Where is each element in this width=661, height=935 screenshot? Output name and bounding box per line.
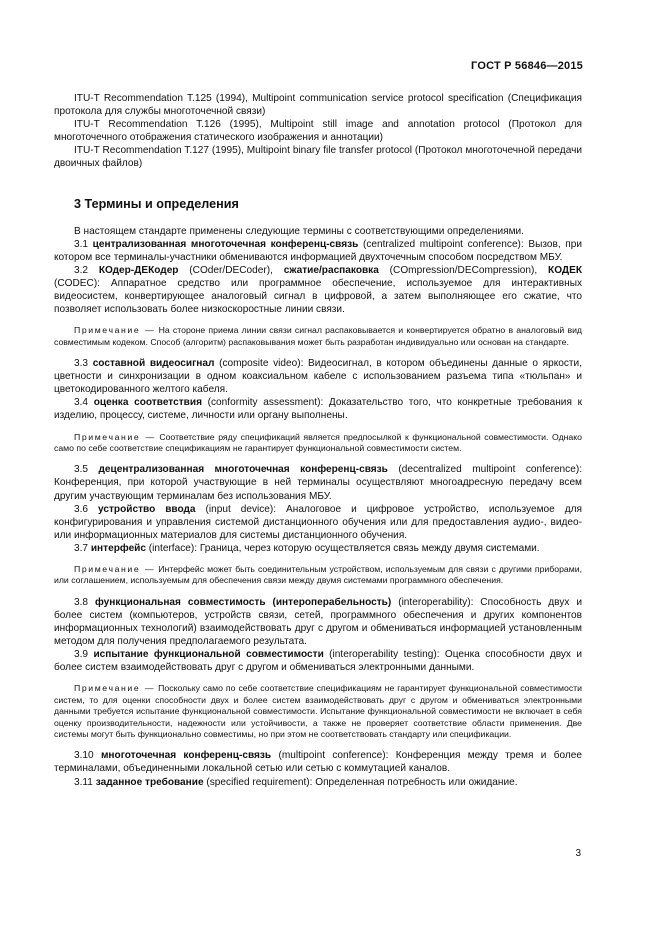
term-definition: (interoperability testing): Оценка способности двух и более систем взаимодействовать друг с другом и обмениваться электронными данными. bbox=[54, 649, 582, 674]
term-number: 3.3 bbox=[74, 358, 93, 370]
term-number: 3.8 bbox=[74, 596, 95, 608]
note-text: Соответствие ряду спецификаций является предпосылкой к функциональной совместимости. Однако само по себе соответствие спецификациям не гарантирует функциональной совместимости систем. bbox=[54, 431, 582, 453]
note-text: Поскольку само по себе соответствие спецификациям не гарантирует функциональной совместимости систем, то для оценки способности двух и более систем взаимодействовать друг с другом и обмениваться электронными данными требуется испытание функциональной совместимости. Испытание функциональной совместимости не включает в себя оценку производительности, надежности или устойчивости, а также не проверяет соответствие области применения. Две системы могут быть функционально совместимы, но при этом не соответствовать стандарту или спецификации. bbox=[54, 683, 582, 739]
term-3-10 bbox=[54, 749, 582, 775]
note-3-9 bbox=[54, 683, 582, 740]
term-3-5 bbox=[54, 463, 582, 502]
note-label: Примечание — bbox=[74, 563, 156, 574]
note-label: Примечание — bbox=[74, 325, 156, 336]
term-definition: (specified requirement): Определенная потребность или ожидание. bbox=[203, 776, 518, 788]
term-definition: (COmpression/DECompression), bbox=[378, 264, 549, 276]
reference-item: ITU-T Recommendation T.127 (1995), Multipoint binary file transfer protocol (Протокол многоточечной передачи двоичных файлов) bbox=[54, 145, 582, 170]
spacer bbox=[54, 740, 582, 749]
term-number: 3.10 bbox=[74, 750, 101, 762]
term-3-4 bbox=[54, 396, 582, 422]
section-title: 3 Термины и определения bbox=[74, 196, 239, 211]
term-definition: (multipoint conference): Конференция между тремя и более терминалами, объединенными локальной сетью или сетью с коммутацией каналов. bbox=[54, 750, 582, 775]
term-3-8 bbox=[54, 596, 582, 648]
term-name: многоточечная конференц-связь bbox=[100, 750, 272, 762]
term-number: 3.2 bbox=[74, 264, 99, 276]
term-definition: (COder/DECoder), bbox=[178, 264, 284, 276]
reference-item: ITU-T Recommendation T.125 (1994), Multipoint communication service protocol specification (Спецификация протокола для службы многоточечной связи) bbox=[54, 93, 582, 118]
section-intro: В настоящем стандарте применены следующие термины с соответствующими определениями. bbox=[74, 225, 524, 237]
term-number: 3.6 bbox=[74, 503, 98, 515]
term-name: сжатие/распаковка bbox=[283, 264, 379, 276]
term-name: КОдер-ДЕКодер bbox=[98, 264, 179, 276]
spacer bbox=[54, 423, 582, 432]
term-name: интерфейс bbox=[90, 542, 146, 554]
spacer bbox=[54, 454, 582, 463]
term-3-7 bbox=[54, 542, 582, 555]
term-definition: (composite video): Видеосигнал, в котором объединены данные о яркости, цветности и синхронизации в одном коаксиальном кабеле с использованием разъема типа «тюльпан» и цветокодированного желтого кабеля. bbox=[54, 358, 583, 396]
term-name: испытание функциональной совместимости bbox=[93, 649, 324, 661]
term-3-1 bbox=[54, 238, 582, 264]
term-name: КОДЕК bbox=[548, 264, 582, 276]
document-code: ГОСТ Р 56846—2015 bbox=[471, 60, 583, 72]
note-label: Примечание — bbox=[74, 431, 156, 442]
reference-item: ITU-T Recommendation T.126 (1995), Multipoint still image and annotation protocol (Протокол для многоточечного отображения статического изображения и аннотации) bbox=[54, 119, 582, 144]
references-list bbox=[54, 92, 582, 171]
term-definition: (centralized multipoint conference): Вызов, при котором все терминалы-участники обмениваются информацией двухточечным способом посредством МБУ. bbox=[54, 238, 582, 263]
term-name: заданное требование bbox=[95, 776, 204, 788]
term-3-6 bbox=[54, 503, 582, 542]
term-definition: (input device): Аналоговое и цифровое устройство, используемое для конфигурирования и управления системой дистанционного обучения или для предоставления аудио-, видео- или информационных материалов для системы дистанционного обучения. bbox=[54, 503, 582, 541]
term-number: 3.11 bbox=[74, 776, 96, 788]
term-definition: (interface): Граница, через которую осуществляется связь между двумя системами. bbox=[146, 542, 540, 554]
term-number: 3.4 bbox=[74, 397, 94, 409]
term-name: централизованная многоточечная конференц-связь bbox=[92, 238, 359, 250]
spacer bbox=[54, 348, 582, 357]
term-name: оценка соответствия bbox=[93, 397, 202, 409]
term-name: функциональная совместимость (интероперабельность) bbox=[94, 596, 392, 608]
page-content bbox=[54, 92, 582, 789]
note-text: Интерфейс может быть соединительным устройством, используемым для связи с другими приборами, или соглашением, используемым для обеспечения связи между двумя системами программного обеспечения. bbox=[54, 563, 582, 586]
note-3-2 bbox=[54, 325, 582, 348]
note-3-4 bbox=[54, 432, 582, 455]
spacer bbox=[54, 587, 582, 596]
term-name: составной видеосигнал bbox=[92, 358, 215, 370]
spacer bbox=[54, 555, 582, 564]
term-number: 3.5 bbox=[74, 464, 99, 476]
term-3-2 bbox=[54, 264, 582, 316]
term-number: 3.7 bbox=[74, 542, 91, 554]
term-definition: (interoperability): Способность двух и более систем (компьютеров, устройств связи, сетей, программного обеспечения и других компонентов информационных технологий) взаимодействовать друг с другом и обмениваться информацией установленным методом для получения предполагаемого результата. bbox=[54, 596, 582, 648]
term-3-9 bbox=[54, 648, 582, 674]
spacer bbox=[54, 674, 582, 683]
term-name: децентрализованная многоточечная конференц-связь bbox=[98, 464, 388, 476]
term-name: устройство ввода bbox=[98, 503, 196, 515]
term-3-11 bbox=[54, 776, 582, 789]
note-label: Примечание — bbox=[74, 683, 156, 694]
term-definition: (conformity assessment): Доказательство того, что конкретные требования к изделию, процессу, системе, личности или органу выполнены. bbox=[54, 397, 582, 422]
term-3-3 bbox=[54, 357, 582, 396]
term-definition: (CODEC): Аппаратное средство или программное обеспечение, используемое для интерактивных видеосистем, конвертирующее аналоговый сигнал в цифровой, а затем выполняющее его сжатие, что позволяет использовать более низкоскоростные линии связи. bbox=[54, 277, 582, 316]
page-number: 3 bbox=[575, 848, 581, 859]
note-text: На стороне приема линии связи сигнал распаковывается и конвертируется обратно в аналоговый вид совместимым кодеком. Способ (алгоритм) распаковывания может быть разработан индивидуально или основан на стандарте. bbox=[54, 325, 582, 347]
term-definition: (decentralized multipoint conference): Конференция, при которой участвующие в ней терминалы осуществляют многоадресную передачу всем другим участвующим терминалам без использования МБУ. bbox=[54, 464, 582, 502]
term-number: 3.1 bbox=[74, 238, 93, 250]
spacer bbox=[54, 316, 582, 325]
term-number: 3.9 bbox=[74, 649, 94, 661]
note-3-7 bbox=[54, 564, 582, 587]
